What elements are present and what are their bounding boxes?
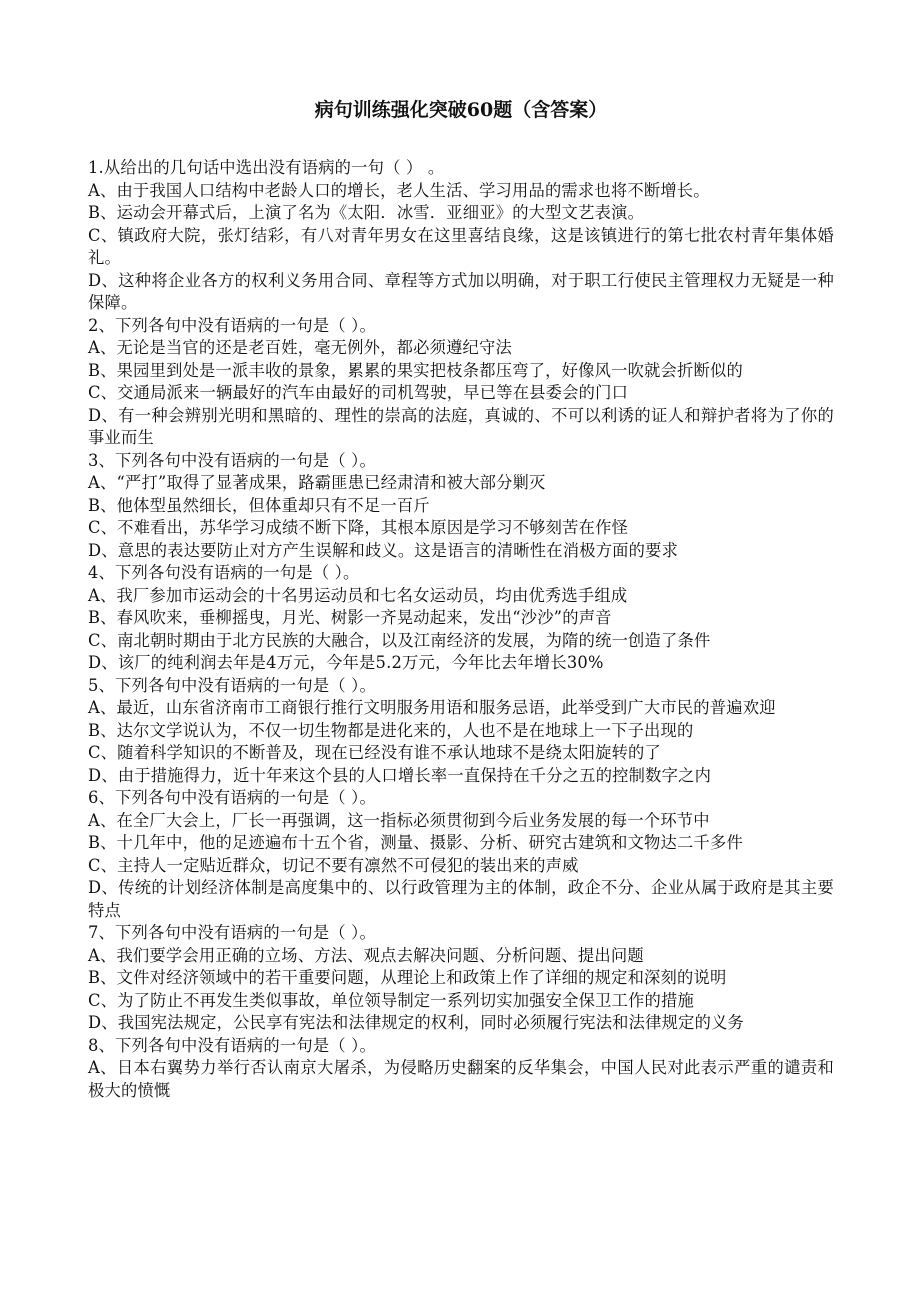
- answer-option: A、日本右翼势力举行否认南京大屠杀，为侵略历史翻案的反华集会，中国人民对此表示严重的谴责和极大的愤慨: [88, 1058, 834, 1100]
- answer-option: B、文件对经济领域中的若干重要问题，从理论上和政策上作了详细的规定和深刻的说明: [88, 968, 727, 987]
- answer-option: C、南北朝时期由于北方民族的大融合，以及江南经济的发展，为隋的统一创造了条件: [88, 630, 711, 650]
- answer-option: C、主持人一定贴近群众，切记不要有凛然不可侵犯的装出来的声威: [88, 855, 579, 875]
- answer-option: D、这种将企业各方的权利义务用合同、章程等方式加以明确，对于职工行使民主管理权力无疑是一种保障。: [88, 270, 834, 312]
- answer-option: C、不难看出，苏华学习成绩不断下降，其根本原因是学习不够刻苦在作怪: [88, 518, 629, 537]
- answer-option: D、我国宪法规定，公民享有宪法和法律规定的权利，同时必须履行宪法和法律规定的义务: [88, 1013, 745, 1032]
- question-stem: 8、下列各句中没有语病的一句是（ ）。: [88, 1035, 376, 1055]
- answer-option: B、他体型虽然细长，但体重却只有不足一百斤: [88, 495, 430, 515]
- answer-option: B、果园里到处是一派丰收的景象，累累的果实把枝条都压弯了，好像风一吹就会折断似的: [88, 360, 743, 380]
- answer-option: A、在全厂大会上，厂长一再强调，这一指标必须贯彻到今后业务发展的每一个环节中: [88, 810, 710, 830]
- answer-option: A、由于我国人口结构中老龄人口的增长，老人生活、学习用品的需求也将不断增长。: [88, 180, 710, 200]
- question-stem: 2、下列各句中没有语病的一句是（ ）。: [88, 315, 376, 335]
- question-stem: 6、下列各句中没有语病的一句是（ ）。: [88, 788, 376, 807]
- answer-option: C、随着科学知识的不断普及，现在已经没有谁不承认地球不是绕太阳旋转的了: [88, 743, 662, 762]
- answer-option: D、意思的表达要防止对方产生误解和歧义。这是语言的清晰性在消极方面的要求: [88, 540, 679, 560]
- answer-option: B、运动会开幕式后，上演了名为《太阳．冰雪．亚细亚》的大型文艺表演。: [88, 203, 645, 222]
- answer-option: C、交通局派来一辆最好的汽车由最好的司机驾驶，早已等在县委会的门口: [88, 383, 629, 402]
- answer-option: D、该厂的纯利润去年是4万元，今年是5.2万元，今年比去年增长30%: [88, 653, 604, 672]
- question-stem: 1.从给出的几句话中选出没有语病的一句（ ） 。: [88, 158, 445, 177]
- answer-option: D、由于措施得力，近十年来这个县的人口增长率一直保持在千分之五的控制数字之内: [88, 765, 712, 785]
- question-stem: 3、下列各句中没有语病的一句是（ ）。: [88, 450, 376, 470]
- answer-option: A、我们要学会用正确的立场、方法、观点去解决问题、分析问题、提出问题: [88, 945, 644, 965]
- answer-option: D、有一种会辨别光明和黑暗的、理性的崇高的法庭，真诚的、不可以利诱的证人和辩护者将为了你的事业而生: [88, 405, 834, 447]
- document-title: 病句训练强化突破60题（含答案）: [314, 99, 608, 121]
- answer-option: B、春风吹来，垂柳摇曳，月光、树影一齐晃动起来，发出“沙沙”的声音: [88, 608, 612, 627]
- answer-option: A、最近，山东省济南市工商银行推行文明服务用语和服务忌语，此举受到广大市民的普遍欢迎: [88, 698, 776, 717]
- answer-option: A、“严打”取得了显著成果，路霸匪患已经肃清和被大部分剿灭: [88, 473, 546, 492]
- question-stem: 7、下列各句中没有语病的一句是（ ）。: [88, 923, 376, 942]
- answer-option: C、镇政府大院，张灯结彩，有八对青年男女在这里喜结良缘，这是该镇进行的第七批农村青年集体婚礼。: [88, 225, 834, 267]
- answer-option: C、为了防止不再发生类似事故，单位领导制定一系列切实加强安全保卫工作的措施: [88, 990, 694, 1010]
- answer-option: D、传统的计划经济体制是高度集中的、以行政管理为主的体制，政企不分、企业从属于政府是其主要特点: [88, 878, 834, 920]
- answer-option: A、无论是当官的还是老百姓，毫无例外，都必须遵纪守法: [88, 338, 512, 357]
- question-stem: 4、下列各句没有语病的一句是（ ）。: [88, 563, 360, 582]
- answer-option: B、达尔文学说认为，不仅一切生物都是进化来的，人也不是在地球上一下子出现的: [88, 720, 694, 740]
- question-list: [88, 157, 834, 1102]
- question-stem: 5、下列各句中没有语病的一句是（ ）。: [88, 675, 376, 695]
- answer-option: B、十几年中，他的足迹遍布十五个省，测量、摄影、分析、研究古建筑和文物达二千多件: [88, 833, 743, 852]
- answer-option: A、我厂参加市运动会的十名男运动员和七名女运动员，均由优秀选手组成: [88, 585, 628, 605]
